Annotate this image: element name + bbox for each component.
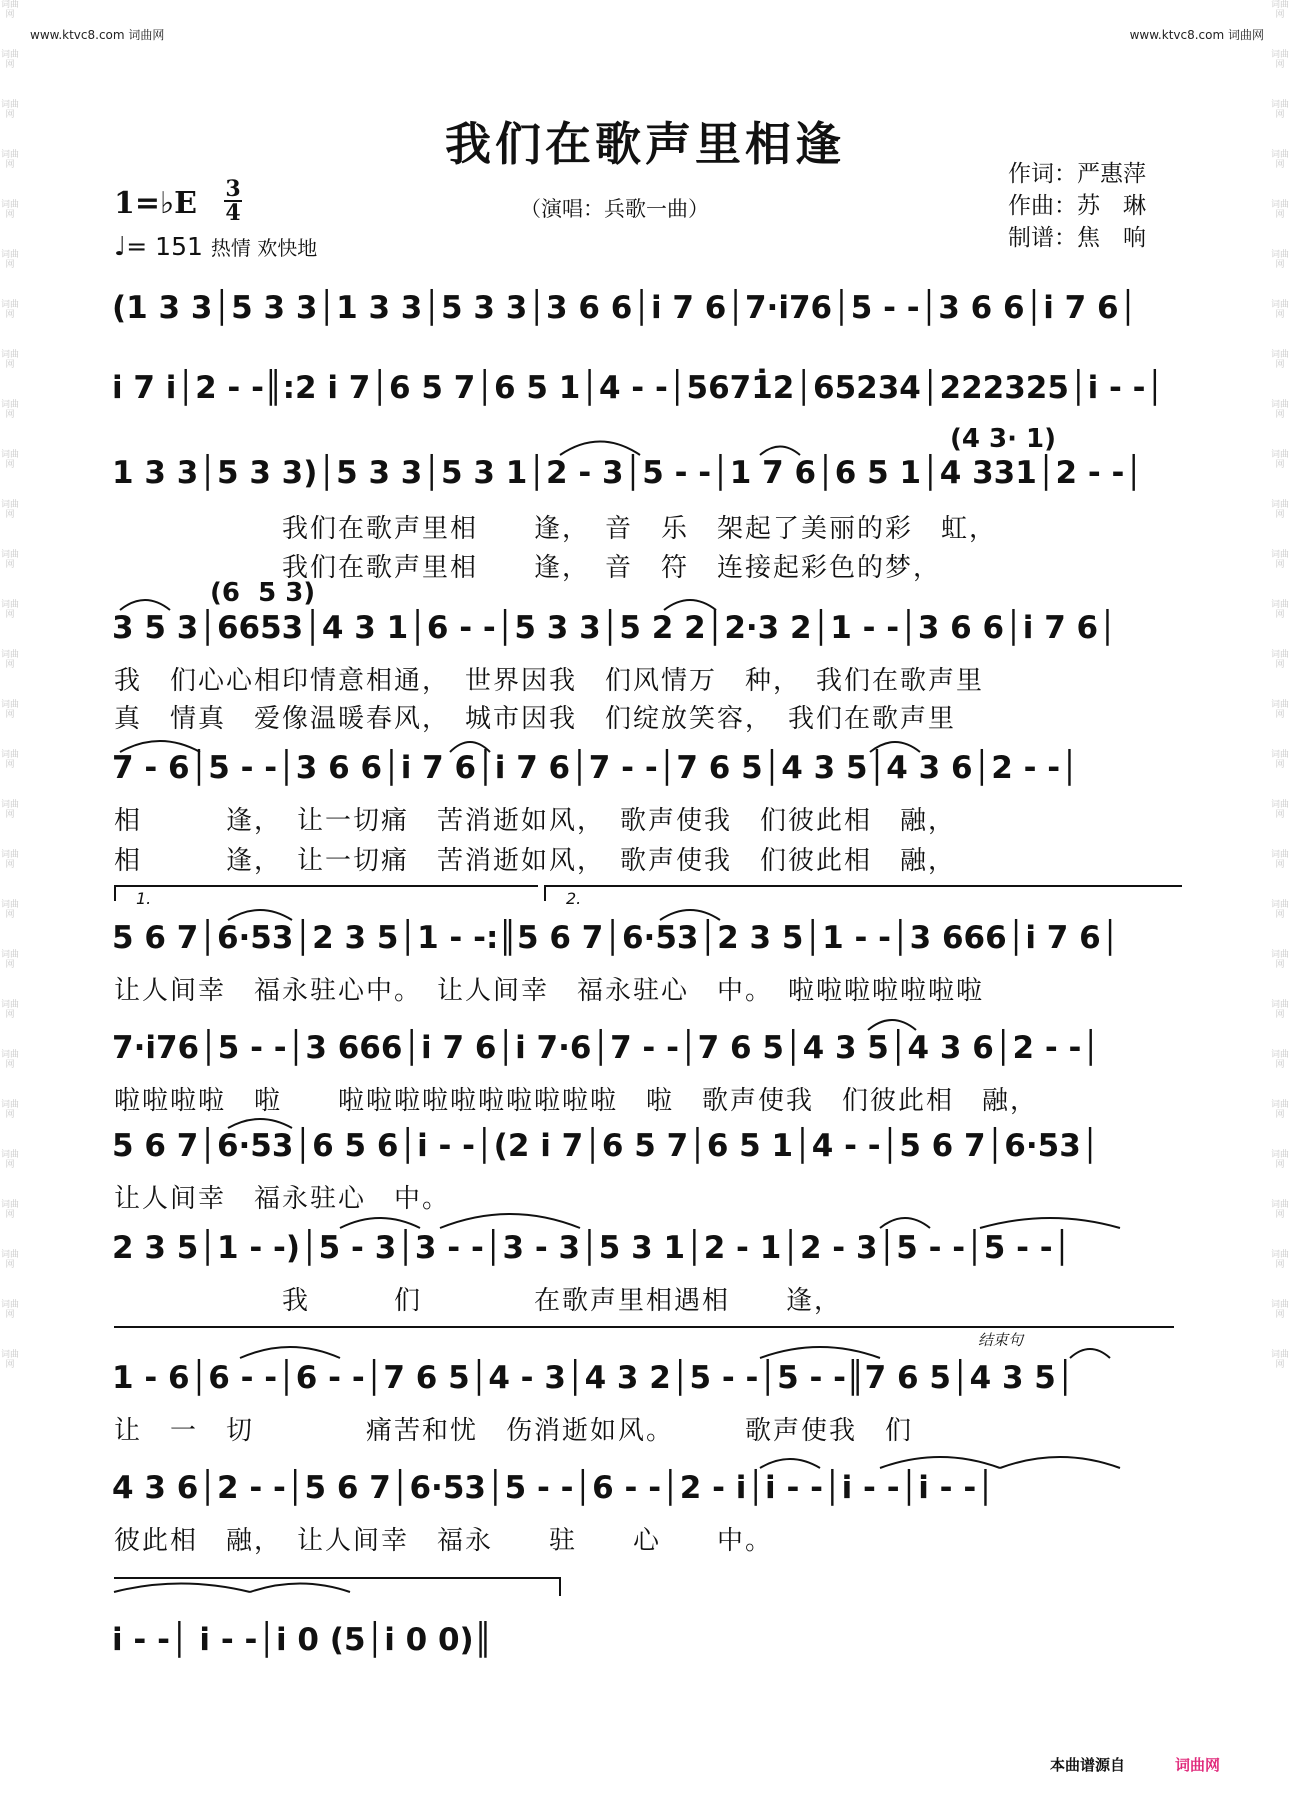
lyrics-line-6: 相 逢， 让一切痛 苦消逝如风， 歌声使我 们彼此相 融， — [114, 846, 957, 876]
score-row-3: 1 3 3│5 3 3)│5 3 3│5 3 1│2 - 3│5 - -│1 7 6│6 5 1│4 331│2 - -│ — [112, 455, 1144, 491]
time-top: 3 — [225, 176, 241, 202]
tempo-expression: 热情 欢快地 — [210, 236, 318, 260]
lyrics-line-10: 我 们 在歌声里相遇相 逢， — [114, 1286, 843, 1316]
lyrics-line-7: 让人间幸 福永驻心中。 让人间幸 福永驻心 中。 啦啦啦啦啦啦啦 — [114, 976, 985, 1006]
slur-23 — [250, 1584, 350, 1593]
alt-notes-1: (4 3· 1) — [950, 424, 1057, 454]
slur-4 — [664, 600, 716, 610]
ending-bracket-final — [114, 1578, 560, 1596]
slur-19 — [760, 1459, 820, 1468]
lyrics-line-8: 啦啦啦啦 啦 啦啦啦啦啦啦啦啦啦啦 啦 歌声使我 们彼此相 融， — [114, 1086, 1039, 1116]
lyrics-line-12: 彼此相 融， 让人间幸 福永 驻 心 中。 — [114, 1526, 774, 1556]
coda-label: 结束句 — [978, 1331, 1024, 1349]
slur-16 — [240, 1347, 340, 1358]
lyrics-line-11: 让 一 切 痛苦和忧 伤消逝如风。 歌声使我 们 — [114, 1416, 914, 1446]
slur-13 — [440, 1214, 580, 1228]
lyrics-line-2: 我们在歌声里相 逢， 音 符 连接起彩色的梦， — [114, 553, 942, 583]
slur-20 — [880, 1457, 1000, 1468]
score-row-9: 2 3 5│1 - -)│5 - 3│3 - -│3 - 3│5 3 1│2 - 1│2 - 3│5 - -│5 - -│ — [112, 1230, 1072, 1266]
lyrics-line-4: 真 情真 爱像温暖春风， 城市因我 们绽放笑容， 我们在歌声里 — [114, 704, 957, 734]
right-watermark-strip: 词曲网 词曲网 词曲网 词曲网 词曲网 词曲网 词曲网 词曲网 词曲网 词曲网 词曲网 词曲网 词曲网 词曲网 词曲网 词曲网 词曲网 词曲网 词曲网 词曲网 词曲网 词曲网 词曲网 词曲网 词曲网 词曲网 词曲网 词曲网 — [1270, 0, 1289, 1370]
slur-1 — [560, 442, 640, 456]
site-link-left[interactable]: www.ktvc8.com 词曲网 — [30, 28, 165, 42]
first-ending-label: 1. — [136, 889, 152, 908]
footer-source-text: 本曲谱源自 — [1050, 1756, 1126, 1774]
slur-14 — [880, 1218, 930, 1228]
slur-6 — [450, 742, 490, 752]
score-row-4: 3 5 3│6653│4 3 1│6 - -│5 3 3│5 2 2│2·3 2│1 - -│3 6 6│i 7 6│ — [112, 610, 1117, 646]
second-ending-label: 2. — [566, 889, 582, 908]
slur-2 — [760, 447, 800, 456]
slur-18 — [1070, 1349, 1110, 1358]
slur-17 — [760, 1347, 880, 1358]
score-row-6: 5 6 7│6·53│2 3 5│1 - -:║5 6 7│6·53│2 3 5│1 - -│3 666│i 7 6│ — [112, 920, 1120, 956]
arranger-credit: 制谱：焦 响 — [1008, 225, 1146, 251]
singer-credit: （演唱：兵歌一曲） — [520, 197, 709, 221]
key-signature: 1=♭E — [114, 186, 198, 221]
score-row-2: i 7 i│2 - -║:2 i 7│6 5 7│6 5 1│4 - -│5671̇2│65234│222325│i - -│ — [112, 370, 1165, 406]
score-row-11: 4 3 6│2 - -│5 6 7│6·53│5 - -│6 - -│2 - i│i - -│i - -│i - -│ — [112, 1470, 995, 1506]
site-link-right[interactable]: www.ktvc8.com 词曲网 — [1129, 28, 1264, 42]
score-row-10: 1 - 6│6 - -│6 - -│7 6 5│4 - 3│4 3 2│5 - -│5 - -║7 6 5│4 3 5│ — [112, 1360, 1075, 1396]
time-bottom: 4 — [225, 200, 241, 226]
lyrics-line-9: 让人间幸 福永驻心 中。 — [114, 1184, 451, 1214]
slur-21 — [1000, 1457, 1120, 1468]
score-row-12: i - -│ i - -│i 0 (5│i 0 0)║ — [112, 1622, 493, 1658]
alt-notes-2: (6 5 3) — [210, 578, 316, 608]
footer-credit — [1050, 1754, 1220, 1775]
slur-8 — [228, 910, 292, 920]
song-title: 我们在歌声里相逢 — [445, 117, 845, 171]
slur-3 — [120, 600, 170, 610]
slur-7 — [870, 742, 920, 752]
score-row-7: 7·i76│5 - -│3 666│i 7 6│i 7·6│7 - -│7 6 5│4 3 5│4 3 6│2 - -│ — [112, 1030, 1101, 1066]
score-row-1: (1 3 3│5 3 3│1 3 3│5 3 3│3 6 6│i 7 6│7·i76│5 - -│3 6 6│i 7 6│ — [112, 290, 1138, 326]
quarter-note-icon: ♩ — [114, 232, 127, 262]
slur-15 — [980, 1218, 1120, 1228]
lyrics-line-3: 我 们心心相印情意相通， 世界因我 们风情万 种， 我们在歌声里 — [114, 666, 985, 696]
footer-site-link[interactable]: 词曲网 — [1175, 1756, 1221, 1774]
slur-9 — [660, 910, 720, 920]
lyricist-credit: 作词：严惠萍 — [1008, 161, 1146, 187]
slur-10 — [868, 1020, 916, 1030]
lyrics-line-1: 我们在歌声里相 逢， 音 乐 架起了美丽的彩 虹， — [114, 514, 998, 544]
left-watermark-strip: 词曲网 词曲网 词曲网 词曲网 词曲网 词曲网 词曲网 词曲网 词曲网 词曲网 词曲网 词曲网 词曲网 词曲网 词曲网 词曲网 词曲网 词曲网 词曲网 词曲网 词曲网 词曲网 词曲网 词曲网 词曲网 词曲网 词曲网 词曲网 — [0, 0, 19, 1370]
slur-22 — [114, 1584, 250, 1593]
slur-12 — [340, 1218, 420, 1228]
tempo-value: = 151 — [126, 232, 203, 261]
score-row-5: 7 - 6│5 - -│3 6 6│i 7 6│i 7 6│7 - -│7 6 5│4 3 5│4 3 6│2 - -│ — [112, 750, 1079, 786]
slur-11 — [228, 1119, 292, 1128]
score-row-8: 5 6 7│6·53│6 5 6│i - -│(2 i 7│6 5 7│6 5 1│4 - -│5 6 7│6·53│ — [112, 1128, 1100, 1164]
slur-5 — [120, 741, 200, 752]
lyrics-line-5: 相 逢， 让一切痛 苦消逝如风， 歌声使我 们彼此相 融， — [114, 806, 957, 836]
composer-credit: 作曲：苏 琳 — [1008, 193, 1146, 219]
